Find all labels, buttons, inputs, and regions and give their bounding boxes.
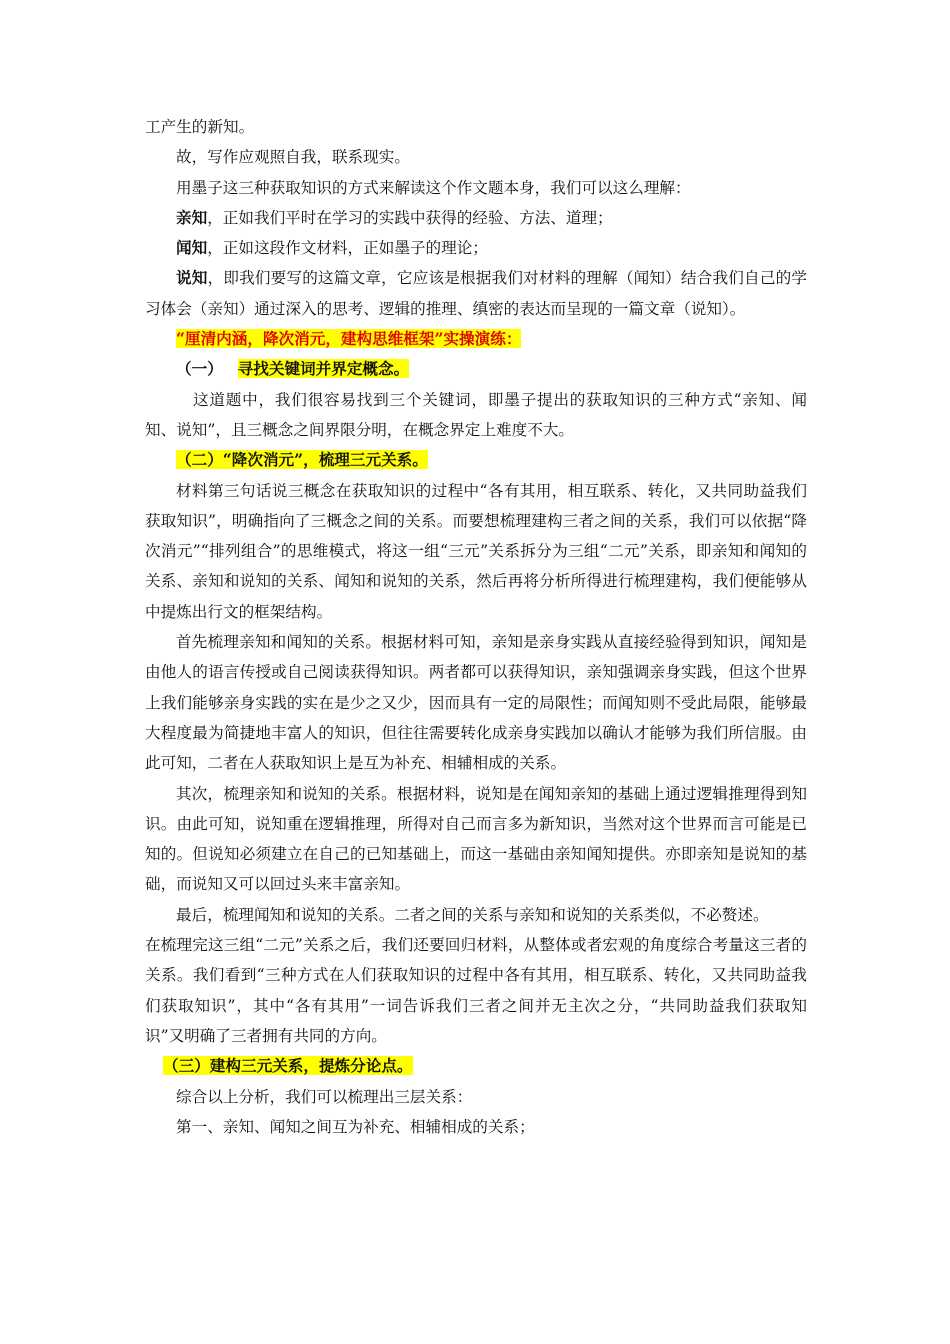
definition-text: ，即我们要写的这篇文章，它应该是根据我们对材料的理解（闻知）结合我们自己的学习体会（亲知）通过深入的思考、逻辑的推理、缜密的表达而呈现的一篇文章（说知）。	[145, 269, 807, 318]
heading-2-text: （二）“降次消元”，梳理三元关系。	[176, 450, 428, 470]
paragraph: 这道题中，我们很容易找到三个关键词，即墨子提出的获取知识的三种方式“亲知、闻知、说知”，且三概念之间界限分明，在概念界定上难度不大。	[145, 390, 807, 439]
definition-text: ，正如这段作文材料，正如墨子的理论；	[207, 239, 488, 258]
paragraph: 材料第三句话说三概念在获取知识的过程中“各有其用，相互联系、转化，又共同助益我们获取知识”，明确指向了三概念之间的关系。而要想梳理建构三者之间的关系，我们可以依据“降次消元”“排列组合”的思维模式，将这一组“三元”关系拆分为三组“二元”关系，即亲知和闻知的关系、亲知和说知的关系、闻知和说知的关系，然后再将分析所得进行梳理建构，我们便能够从中提炼出行文的框架结构。	[145, 481, 807, 621]
section-heading-2	[145, 445, 807, 475]
term-qinzhi: 亲知	[176, 207, 208, 227]
document-body	[145, 112, 807, 1142]
heading-1-text: 寻找关键词并界定概念。	[237, 359, 410, 379]
section-heading-3	[145, 1051, 807, 1081]
paragraph: 第一、亲知、闻知之间互为补充、相辅相成的关系；	[176, 1117, 535, 1136]
section-heading-1	[145, 354, 807, 384]
definition-text: ，正如我们平时在学习的实践中获得的经验、方法、道理；	[207, 208, 613, 227]
paragraph: 首先梳理亲知和闻知的关系。根据材料可知，亲知是亲身实践从直接经验得到知识，闻知是由他人的语言传授或自己阅读获得知识。两者都可以获得知识，亲知强调亲身实践，但这个世界上我们能够亲身实践的实在是少之又少，因而具有一定的局限性；而闻知则不受此局限，能够最大程度最为简捷地丰富人的知识，但往往需要转化成亲身实践加以确认才能够为我们所信服。由此可知，二者在人获取知识上是互为补充、相辅相成的关系。	[145, 633, 807, 773]
paragraph: 工产生的新知。	[145, 118, 255, 136]
paragraph: 最后，梳理闻知和说知的关系。二者之间的关系与亲知和说知的关系类似，不必赘述。	[176, 905, 769, 924]
term-wenzhi: 闻知	[176, 238, 208, 258]
heading-main-text: “厘清内涵，降次消元，建构思维框架”实操演练：	[176, 329, 522, 349]
paragraph: 故，写作应观照自我，联系现实。	[176, 148, 410, 167]
paragraph: 其次，梳理亲知和说知的关系。根据材料，说知是在闻知亲知的基础上通过逻辑推理得到知识。由此可知，说知重在逻辑推理，所得对自己而言多为新知识，当然对这个世界而言可能是已知的。但说知必须建立在自己的已知基础上，而这一基础由亲知闻知提供。亦即亲知是说知的基础，而说知又可以回过头来丰富亲知。	[145, 784, 807, 894]
heading-1-number: （一）	[176, 359, 223, 379]
section-heading-main	[145, 324, 807, 354]
definition-shuozhi	[145, 263, 807, 324]
heading-3-text: （三）建构三元关系，提炼分论点。	[163, 1056, 413, 1076]
definition-wenzhi	[145, 233, 807, 263]
definition-qinzhi	[145, 203, 807, 233]
term-shuozhi: 说知	[176, 268, 208, 288]
paragraph: 综合以上分析，我们可以梳理出三层关系：	[176, 1087, 473, 1106]
paragraph: 在梳理完这三组“二元”关系之后，我们还要回归材料，从整体或者宏观的角度综合考量这三者的关系。我们看到“三种方式在人们获取知识的过程中各有其用，相互联系、转化，又共同助益我们获取知识”，其中“各有其用”一词告诉我们三者之间并无主次之分，“共同助益我们获取知识”又明确了三者拥有共同的方向。	[145, 936, 807, 1045]
paragraph: 用墨子这三种获取知识的方式来解读这个作文题本身，我们可以这么理解：	[176, 178, 691, 197]
